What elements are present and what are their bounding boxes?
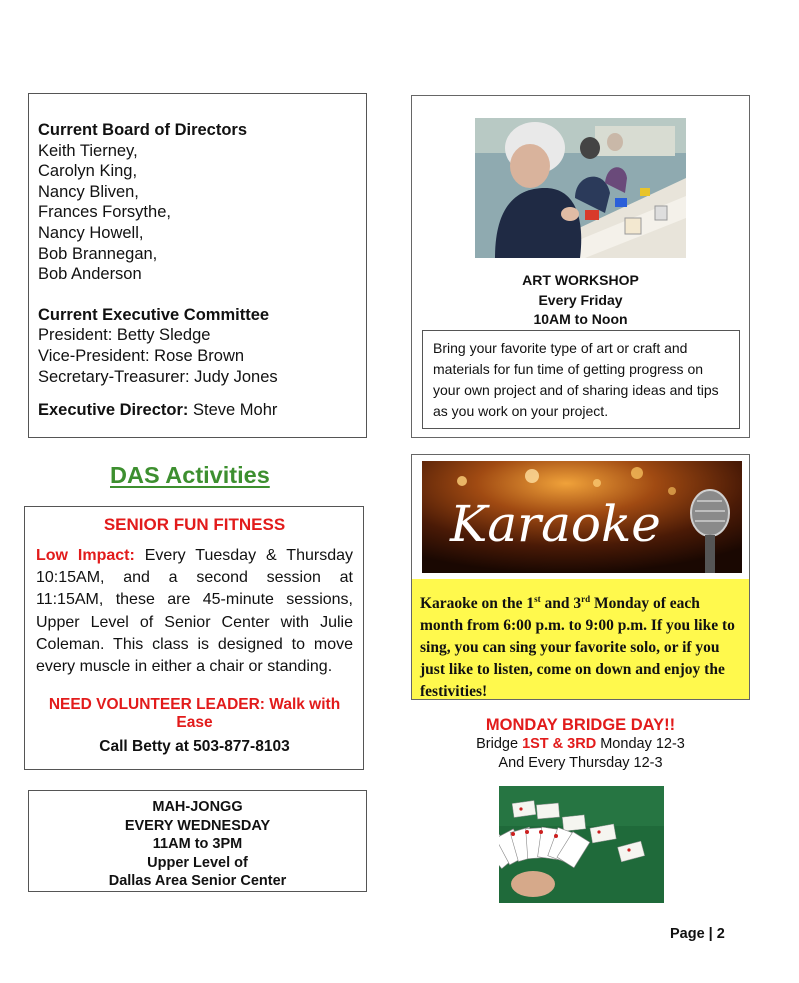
karaoke-text-part: Karaoke on the 1 [420,595,535,613]
karaoke-text-sup: rd [581,594,591,604]
executive-committee-heading: Current Executive Committee [38,305,270,324]
bridge-section [411,716,750,773]
exec-member: Secretary-Treasurer: Judy Jones [38,367,278,386]
page-number: Page | 2 [670,926,725,942]
art-workshop-box [411,95,750,438]
bridge-highlight: 1ST & 3RD [522,736,597,752]
board-heading: Current Board of Directors [38,121,248,139]
bridge-text: Monday 12-3 [596,736,685,752]
mahjong-line: MAH-JONGG [152,799,243,815]
playing-cards-image [499,786,664,903]
mahjong-line: 11AM to 3PM [152,836,243,852]
mahjong-box [28,790,367,892]
board-member: Nancy Bliven, [38,182,139,201]
bridge-schedule-line [411,735,750,754]
mahjong-line: Upper Level of [147,854,248,871]
bridge-thursday-line: And Every Thursday 12-3 [498,755,663,771]
exec-member: President: Betty Sledge [38,326,211,345]
art-workshop-photo [475,118,686,258]
karaoke-text-part: and 3 [540,595,582,613]
art-workshop-description: Bring your favorite type of art or craft and materials for fun time of getting progress on your own project and of sharing ideas and tips as you work on your project. [422,330,740,429]
art-workshop-time: 10AM to Noon [533,311,628,327]
board-member: Frances Forsythe, [38,203,171,222]
board-member: Bob Brannegan, [38,244,158,263]
bridge-text: Bridge [476,736,523,752]
karaoke-logo-text: Karaoke [450,495,661,553]
executive-director-label: Executive Director: [38,401,189,420]
karaoke-text-part: Monday of each month from 6:00 p.m. to 9:00 p.m. If you like to sing, you can sing your favorite solo, or if you just like to listen, come on down and enjoy the festivities! [420,595,735,701]
exec-member: Vice-President: Rose Brown [38,346,245,365]
karaoke-banner-image [422,461,742,573]
karaoke-description [412,579,749,699]
executive-director-name: Steve Mohr [188,401,278,420]
mahjong-line: EVERY WEDNESDAY [124,817,271,834]
bridge-title: MONDAY BRIDGE DAY!! [485,716,676,734]
fitness-low-impact-label: Low Impact: [36,547,135,564]
das-activities-heading: DAS Activities [110,462,270,488]
karaoke-box [411,454,750,700]
fitness-title: SENIOR FUN FITNESS [103,515,286,534]
fitness-description [36,545,353,678]
fitness-body-text: Every Tuesday & Thursday 10:15AM, and a second session at 11:15AM, these are 45-minute sessions, Upper Level of Senior Center with Julie Coleman. This class is designed to move every muscle in either a chair or standing. [36,547,353,676]
board-member: Bob Anderson [38,265,142,284]
karaoke-text-sup: st [534,594,541,604]
board-member: Nancy Howell, [38,223,144,242]
executive-director [38,400,356,421]
art-workshop-title: ART WORKSHOP [522,272,639,288]
art-workshop-schedule: Every Friday [538,291,623,308]
board-member: Carolyn King, [38,162,138,181]
art-workshop-title-block [412,271,749,330]
mahjong-line: Dallas Area Senior Center [108,873,287,889]
senior-fitness-box [24,506,364,770]
board-of-directors-box [28,93,367,438]
call-contact: Call Betty at 503-877-8103 [99,738,290,756]
board-member: Keith Tierney, [38,141,138,160]
volunteer-notice: NEED VOLUNTEER LEADER: Walk with Ease [48,696,341,732]
